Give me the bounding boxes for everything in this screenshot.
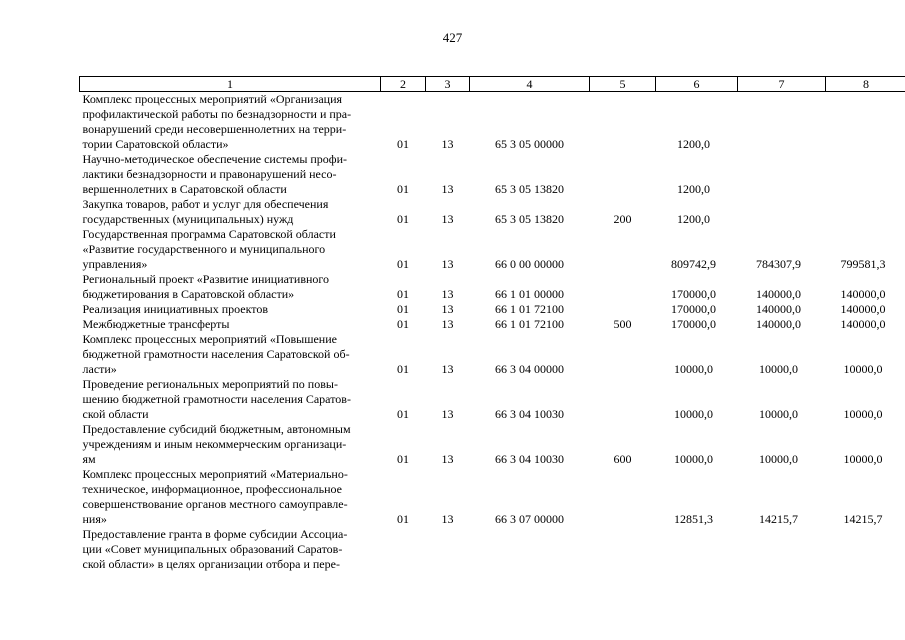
item-name-line: тории Саратовской области» (82, 137, 229, 151)
expense-type-cell (590, 302, 656, 317)
page-number: 427 (442, 30, 463, 45)
table-row (80, 422, 905, 467)
item-name-line: учреждениям и иным некоммерческим организаци- (82, 437, 347, 451)
table-row (80, 332, 905, 377)
amount-year1-cell: 170000,0 (671, 317, 716, 331)
item-name-line: ской области (82, 407, 149, 421)
podrazdel-cell: 13 (441, 182, 454, 196)
expense-type-cell: 500 (613, 317, 632, 331)
item-name-cell (80, 302, 381, 317)
item-name-line: Проведение региональных мероприятий по повы- (82, 377, 338, 391)
razdel-cell: 01 (397, 302, 409, 316)
podrazdel-cell: 13 (441, 287, 454, 301)
item-name-line: ям (82, 452, 96, 466)
item-name-line: государственных (муниципальных) нужд (82, 212, 294, 226)
razdel-cell: 01 (397, 137, 409, 151)
amount-year1-cell: 10000,0 (674, 407, 713, 421)
amount-year2-cell: 10000,0 (759, 362, 798, 376)
column-header: 4 (470, 77, 590, 92)
amount-year3-cell: 10000,0 (843, 362, 883, 376)
table-row (80, 152, 905, 197)
podrazdel-cell: 13 (441, 302, 454, 316)
item-name-line: шению бюджетной грамотности населения Саратов- (82, 392, 351, 406)
column-header: 2 (381, 77, 426, 92)
expense-type-cell (590, 467, 656, 527)
amount-year3-cell: 140000,0 (840, 317, 886, 331)
podrazdel-cell (426, 527, 470, 572)
target-article-cell: 66 3 07 00000 (495, 512, 564, 526)
item-name-line: ласти» (82, 362, 117, 376)
amount-year2-cell: 10000,0 (759, 407, 798, 421)
expense-type-cell (590, 272, 656, 302)
table-header-row (80, 77, 905, 92)
amount-year2-cell: 784307,9 (756, 257, 801, 271)
item-name-cell (80, 527, 381, 572)
podrazdel-cell: 13 (441, 137, 454, 151)
item-name-line: управления» (82, 257, 148, 271)
target-article-cell: 65 3 05 00000 (495, 137, 564, 151)
amount-year3-cell: 10000,0 (843, 407, 883, 421)
amount-year1-cell: 1200,0 (677, 182, 710, 196)
amount-year1-cell: 1200,0 (677, 212, 710, 226)
amount-year2-cell (738, 152, 826, 197)
item-name-line: Реализация инициативных проектов (82, 302, 269, 316)
expense-type-cell (590, 377, 656, 422)
target-article-cell: 66 3 04 10030 (495, 452, 564, 466)
amount-year3-cell: 10000,0 (843, 452, 883, 466)
expense-type-cell (590, 527, 656, 572)
target-article-cell: 66 1 01 72100 (495, 302, 564, 316)
target-article-cell: 66 1 01 00000 (495, 287, 564, 301)
target-article-cell: 65 3 05 13820 (495, 212, 564, 226)
razdel-cell: 01 (397, 407, 409, 421)
column-header: 5 (590, 77, 656, 92)
podrazdel-cell: 13 (441, 362, 454, 376)
item-name-line: Предоставление гранта в форме субсидии Ассоциа- (82, 527, 348, 541)
item-name-line: лактики безнадзорности и правонарушений несо- (82, 167, 337, 181)
item-name-cell (80, 227, 381, 272)
podrazdel-cell: 13 (441, 512, 454, 526)
item-name-line: вонарушений среди несовершеннолетних на терри- (82, 122, 347, 136)
amount-year2-cell: 10000,0 (759, 452, 798, 466)
item-name-line: ской области» в целях организации отбора и пере- (82, 557, 340, 571)
amount-year2-cell (738, 527, 826, 572)
item-name-cell (80, 317, 381, 332)
amount-year1-cell: 170000,0 (671, 302, 716, 316)
amount-year1-cell: 10000,0 (674, 362, 713, 376)
expense-type-cell (590, 227, 656, 272)
item-name-line: Межбюджетные трансферты (82, 317, 230, 331)
item-name-cell (80, 332, 381, 377)
podrazdel-cell: 13 (441, 407, 454, 421)
item-name-line: Комплекс процессных мероприятий «Организация (82, 92, 343, 106)
table-row (80, 467, 905, 527)
podrazdel-cell: 13 (441, 452, 454, 466)
table-row (80, 317, 905, 332)
expense-type-cell (590, 152, 656, 197)
amount-year3-cell: 14215,7 (843, 512, 883, 526)
item-name-line: Научно-методическое обеспечение системы профи- (82, 152, 347, 166)
amount-year3-cell (826, 527, 905, 572)
amount-year3-cell: 799581,3 (840, 257, 886, 271)
item-name-cell (80, 467, 381, 527)
razdel-cell: 01 (397, 452, 409, 466)
razdel-cell: 01 (397, 317, 409, 331)
target-article-cell: 66 0 00 00000 (495, 257, 564, 271)
amount-year3-cell (826, 92, 905, 153)
amount-year2-cell: 14215,7 (759, 512, 798, 526)
razdel-cell: 01 (397, 257, 409, 271)
podrazdel-cell: 13 (441, 212, 454, 226)
razdel-cell: 01 (397, 362, 409, 376)
expense-type-cell: 600 (613, 452, 632, 466)
target-article-cell: 66 3 04 00000 (495, 362, 564, 376)
amount-year3-cell (826, 152, 905, 197)
item-name-cell (80, 377, 381, 422)
item-name-cell (80, 272, 381, 302)
target-article-cell: 65 3 05 13820 (495, 182, 564, 196)
table-row (80, 272, 905, 302)
target-article-cell: 66 3 04 10030 (495, 407, 564, 421)
table-row (80, 527, 905, 572)
amount-year2-cell: 140000,0 (756, 287, 801, 301)
column-header: 3 (426, 77, 470, 92)
table-row (80, 377, 905, 422)
item-name-line: совершенствование органов местного самоуправле- (82, 497, 348, 511)
target-article-cell: 66 1 01 72100 (495, 317, 564, 331)
item-name-line: Комплекс процессных мероприятий «Повышение (82, 332, 337, 346)
target-article-cell (470, 527, 590, 572)
amount-year1-cell: 10000,0 (674, 452, 713, 466)
item-name-line: Закупка товаров, работ и услуг для обеспечения (82, 197, 329, 211)
item-name-line: бюджетной грамотности населения Саратовской об- (82, 347, 350, 361)
amount-year1-cell: 809742,9 (671, 257, 716, 271)
budget-table (79, 76, 905, 572)
table-row (80, 197, 905, 227)
podrazdel-cell: 13 (441, 317, 454, 331)
item-name-line: техническое, информационное, профессиональное (82, 482, 342, 496)
column-header: 8 (826, 77, 905, 92)
column-header: 7 (738, 77, 826, 92)
item-name-line: вершеннолетних в Саратовской области (82, 182, 287, 196)
expense-type-cell (590, 332, 656, 377)
razdel-cell (381, 527, 426, 572)
item-name-cell (80, 422, 381, 467)
expense-type-cell: 200 (613, 212, 632, 226)
amount-year3-cell (826, 197, 905, 227)
item-name-line: ния» (82, 512, 107, 526)
amount-year1-cell: 12851,3 (674, 512, 713, 526)
item-name-cell (80, 92, 381, 153)
amount-year1-cell: 1200,0 (677, 137, 710, 151)
item-name-line: Региональный проект «Развитие инициативного (82, 272, 330, 286)
item-name-line: Предоставление субсидий бюджетным, автономным (82, 422, 351, 436)
razdel-cell: 01 (397, 512, 409, 526)
amount-year1-cell: 170000,0 (671, 287, 716, 301)
amount-year3-cell: 140000,0 (840, 302, 886, 316)
table-body (80, 92, 905, 573)
razdel-cell: 01 (397, 287, 409, 301)
amount-year1-cell (656, 527, 738, 572)
item-name-cell (80, 152, 381, 197)
item-name-line: профилактической работы по безнадзорности и пра- (82, 107, 352, 121)
razdel-cell: 01 (397, 212, 409, 226)
item-name-line: Комплекс процессных мероприятий «Материально- (82, 467, 348, 481)
razdel-cell: 01 (397, 182, 409, 196)
amount-year2-cell: 140000,0 (756, 302, 801, 316)
column-header: 1 (80, 77, 381, 92)
item-name-cell (80, 197, 381, 227)
podrazdel-cell: 13 (441, 257, 454, 271)
amount-year2-cell: 140000,0 (756, 317, 801, 331)
amount-year2-cell (738, 197, 826, 227)
expense-type-cell (590, 92, 656, 153)
amount-year3-cell: 140000,0 (840, 287, 886, 301)
item-name-line: бюджетирования в Саратовской области» (82, 287, 295, 301)
item-name-line: Государственная программа Саратовской области (82, 227, 336, 241)
column-header: 6 (656, 77, 738, 92)
item-name-line: «Развитие государственного и муниципального (82, 242, 326, 256)
table-row (80, 227, 905, 272)
amount-year2-cell (738, 92, 826, 153)
item-name-line: ции «Совет муниципальных образований Саратов- (82, 542, 343, 556)
table-row (80, 92, 905, 153)
table-row (80, 302, 905, 317)
